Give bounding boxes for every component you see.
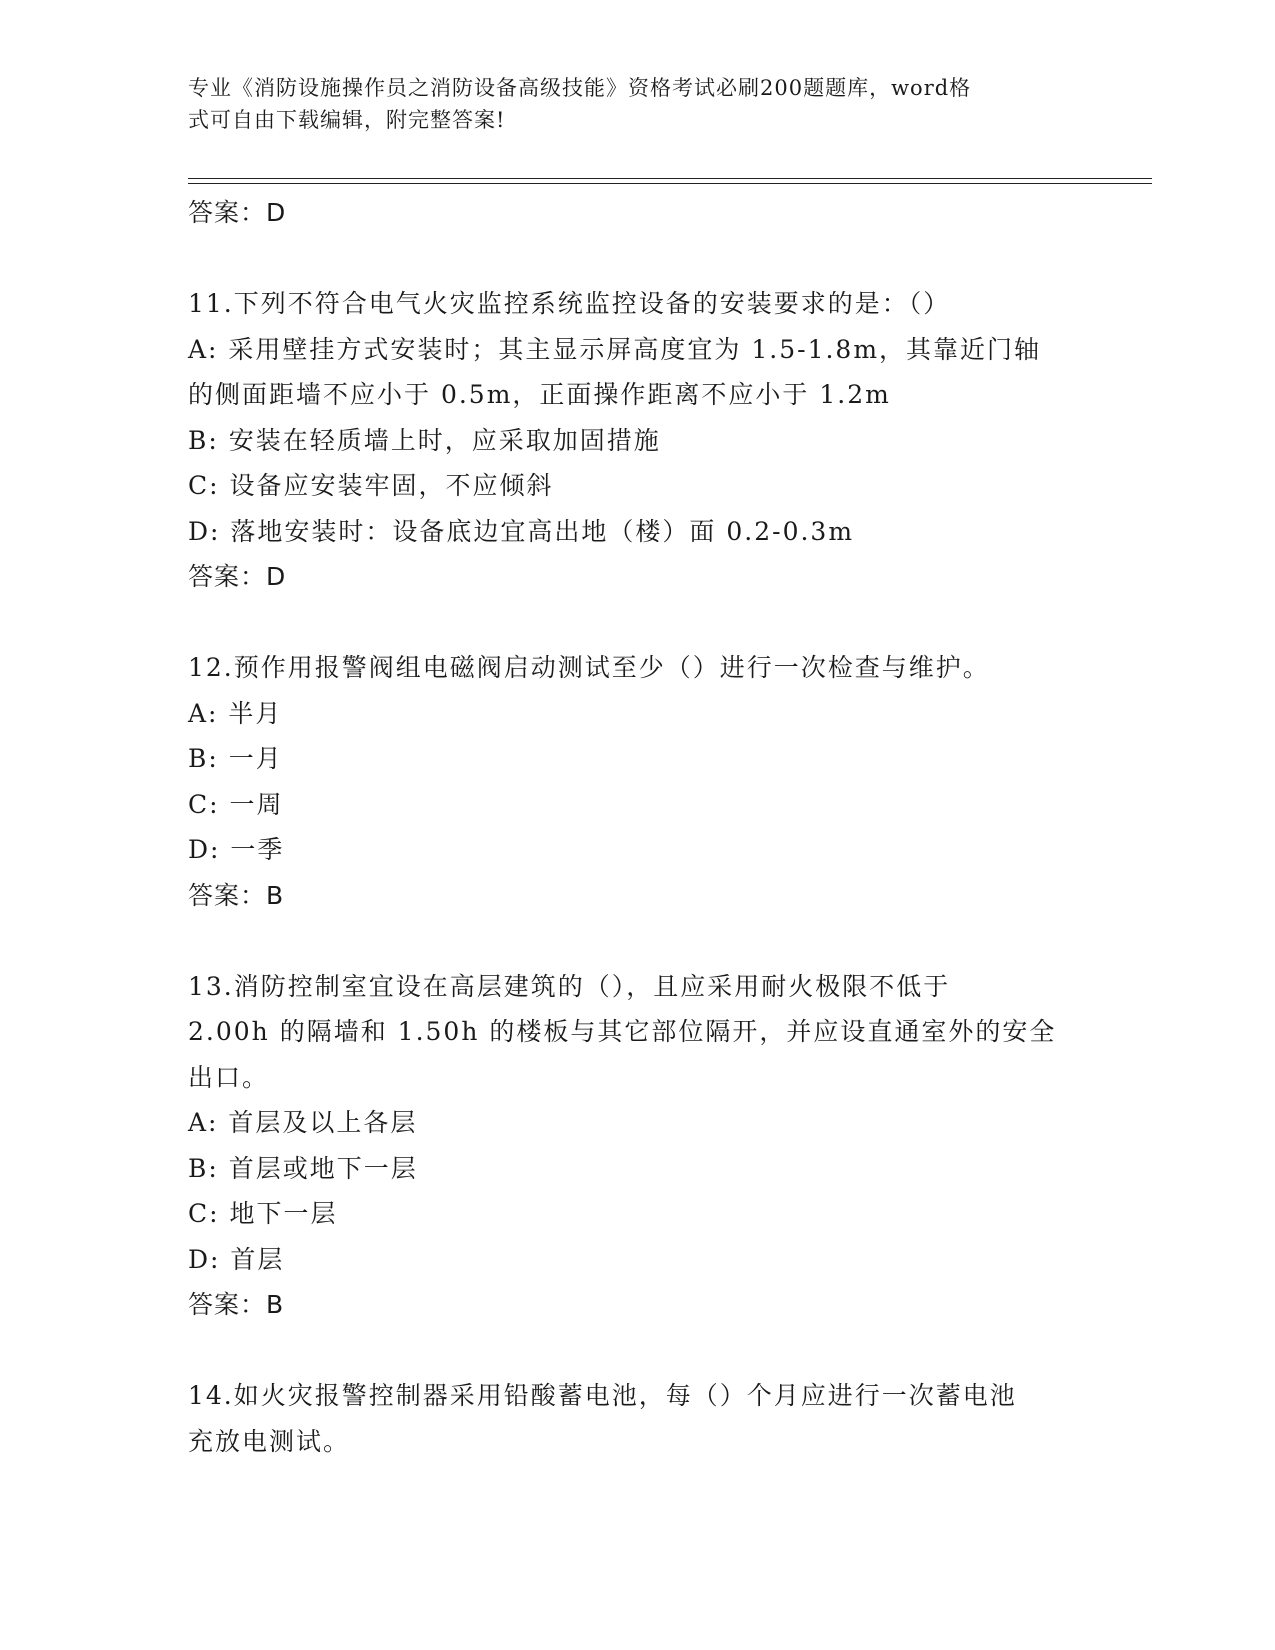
option-d: D: 落地安装时：设备底边宜高出地（楼）面 0.2-0.3m [188, 516, 855, 546]
question-stem-line: 11.下列不符合电气火灾监控系统监控设备的安装要求的是：（） [188, 289, 951, 318]
spacer [188, 1328, 1088, 1374]
option-b: B: 首层或地下一层 [188, 1153, 418, 1183]
document-header [188, 72, 1068, 136]
question-stem-line: 充放电测试。 [188, 1426, 351, 1456]
option-c: C: 设备应安装牢固，不应倾斜 [188, 471, 554, 500]
option-c: C: 一周 [188, 789, 284, 819]
question-stem-line: 13.消防控制室宜设在高层建筑的（），且应采用耐火极限不低于 [188, 971, 951, 1001]
option-d: D: 一季 [188, 835, 285, 864]
option-b: B: 一月 [188, 744, 283, 773]
header-line-2: 式可自由下载编辑，附完整答案! [188, 108, 506, 132]
question-stem-line: 2.00h 的隔墙和 1.50h 的楼板与其它部位隔开，并应设直通室外的安全 [188, 1017, 1057, 1046]
option-d: D: 首层 [188, 1244, 285, 1274]
question-answer: 答案：D [188, 562, 287, 591]
question-block [188, 281, 1088, 600]
option-c: C: 地下一层 [188, 1199, 338, 1228]
question-block [188, 964, 1088, 1328]
header-rule-bottom [188, 183, 1152, 184]
question-block [188, 1373, 1088, 1464]
option-a: A: 首层及以上各层 [188, 1108, 418, 1137]
question-answer: 答案：B [188, 1290, 285, 1319]
spacer [188, 600, 1088, 646]
option-b: B: 安装在轻质墙上时，应采取加固措施 [188, 425, 661, 455]
spacer [188, 918, 1088, 964]
header-line-1: 专业《消防设施操作员之消防设备高级技能》资格考试必刷200题题库，word格 [188, 76, 972, 100]
header-rule-top [188, 178, 1152, 179]
option-a-line: A: 采用壁挂方式安装时；其主显示屏高度宜为 1.5-1.8m，其靠近门轴 [188, 334, 1042, 364]
question-stem-line: 12.预作用报警阀组电磁阀启动测试至少（）进行一次检查与维护。 [188, 653, 990, 682]
spacer [188, 236, 1088, 282]
question-stem-line: 14.如火灾报警控制器采用铅酸蓄电池，每（）个月应进行一次蓄电池 [188, 1381, 1017, 1410]
question-answer: 答案：B [188, 880, 285, 910]
question-list [188, 190, 1088, 1464]
question-stem-line: 出口。 [188, 1062, 270, 1092]
question-block [188, 645, 1088, 918]
previous-answer: 答案：D [188, 198, 287, 227]
option-a: A: 半月 [188, 698, 283, 728]
option-a-continuation: 的侧面距墙不应小于 0.5m，正面操作距离不应小于 1.2m [188, 380, 891, 409]
